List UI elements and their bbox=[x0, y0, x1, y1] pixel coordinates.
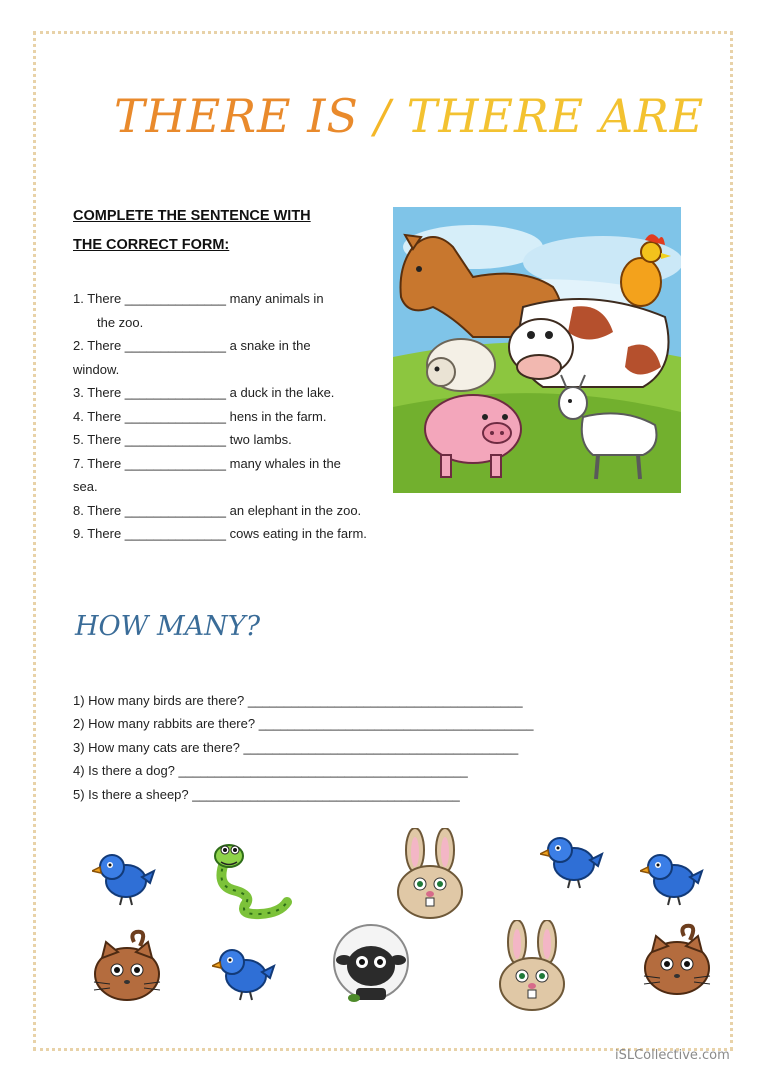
sentence-7: 7. There ______________ many whales in the bbox=[73, 456, 341, 471]
snake-image bbox=[205, 840, 295, 920]
title-there-are: THERE ARE bbox=[391, 89, 705, 143]
sentence-7-cont: sea. bbox=[73, 479, 98, 494]
sentence-1-cont: the zoo. bbox=[97, 315, 144, 330]
how-many-heading: HOW MANY? bbox=[75, 611, 261, 642]
question-1: 1) How many birds are there? ______________________________________ bbox=[73, 693, 523, 708]
watermark: iSLCollective.com bbox=[615, 1048, 730, 1063]
farm-animals-illustration bbox=[393, 207, 681, 493]
question-4: 4) Is there a dog? ________________________________________ bbox=[73, 763, 468, 778]
rabbit-image bbox=[388, 828, 472, 920]
question-3: 3) How many cats are there? ______________________________________ bbox=[73, 740, 519, 755]
sentence-9: 9. There ______________ cows eating in the farm. bbox=[73, 526, 367, 541]
question-5: 5) Is there a sheep? _____________________________________ bbox=[73, 787, 460, 802]
bird-image bbox=[92, 845, 156, 909]
sentence-2: 2. There ______________ a snake in the bbox=[73, 338, 311, 353]
bird-image bbox=[540, 828, 604, 892]
instruction-line-1: COMPLETE THE SENTENCE WITH bbox=[73, 208, 311, 224]
cat-image bbox=[640, 922, 714, 998]
bird-image bbox=[640, 845, 704, 909]
title-slash: / bbox=[374, 89, 392, 143]
instruction-line-2: THE CORRECT FORM: bbox=[73, 237, 230, 253]
sentence-8: 8. There ______________ an elephant in the zoo. bbox=[73, 503, 362, 518]
sentence-3: 3. There ______________ a duck in the lake. bbox=[73, 385, 335, 400]
sentence-5: 5. There ______________ two lambs. bbox=[73, 432, 292, 447]
title-there-is: THERE IS bbox=[114, 89, 375, 143]
bird-image bbox=[212, 940, 276, 1004]
page-title bbox=[114, 86, 704, 146]
question-2: 2) How many rabbits are there? ______________________________________ bbox=[73, 716, 534, 731]
sentence-1: 1. There ______________ many animals in bbox=[73, 291, 324, 306]
sentence-4: 4. There ______________ hens in the farm. bbox=[73, 409, 327, 424]
rabbit-image bbox=[490, 920, 574, 1012]
cat-image bbox=[90, 928, 164, 1004]
sheep-image bbox=[330, 922, 412, 1006]
sentence-2-cont: window. bbox=[73, 362, 120, 377]
